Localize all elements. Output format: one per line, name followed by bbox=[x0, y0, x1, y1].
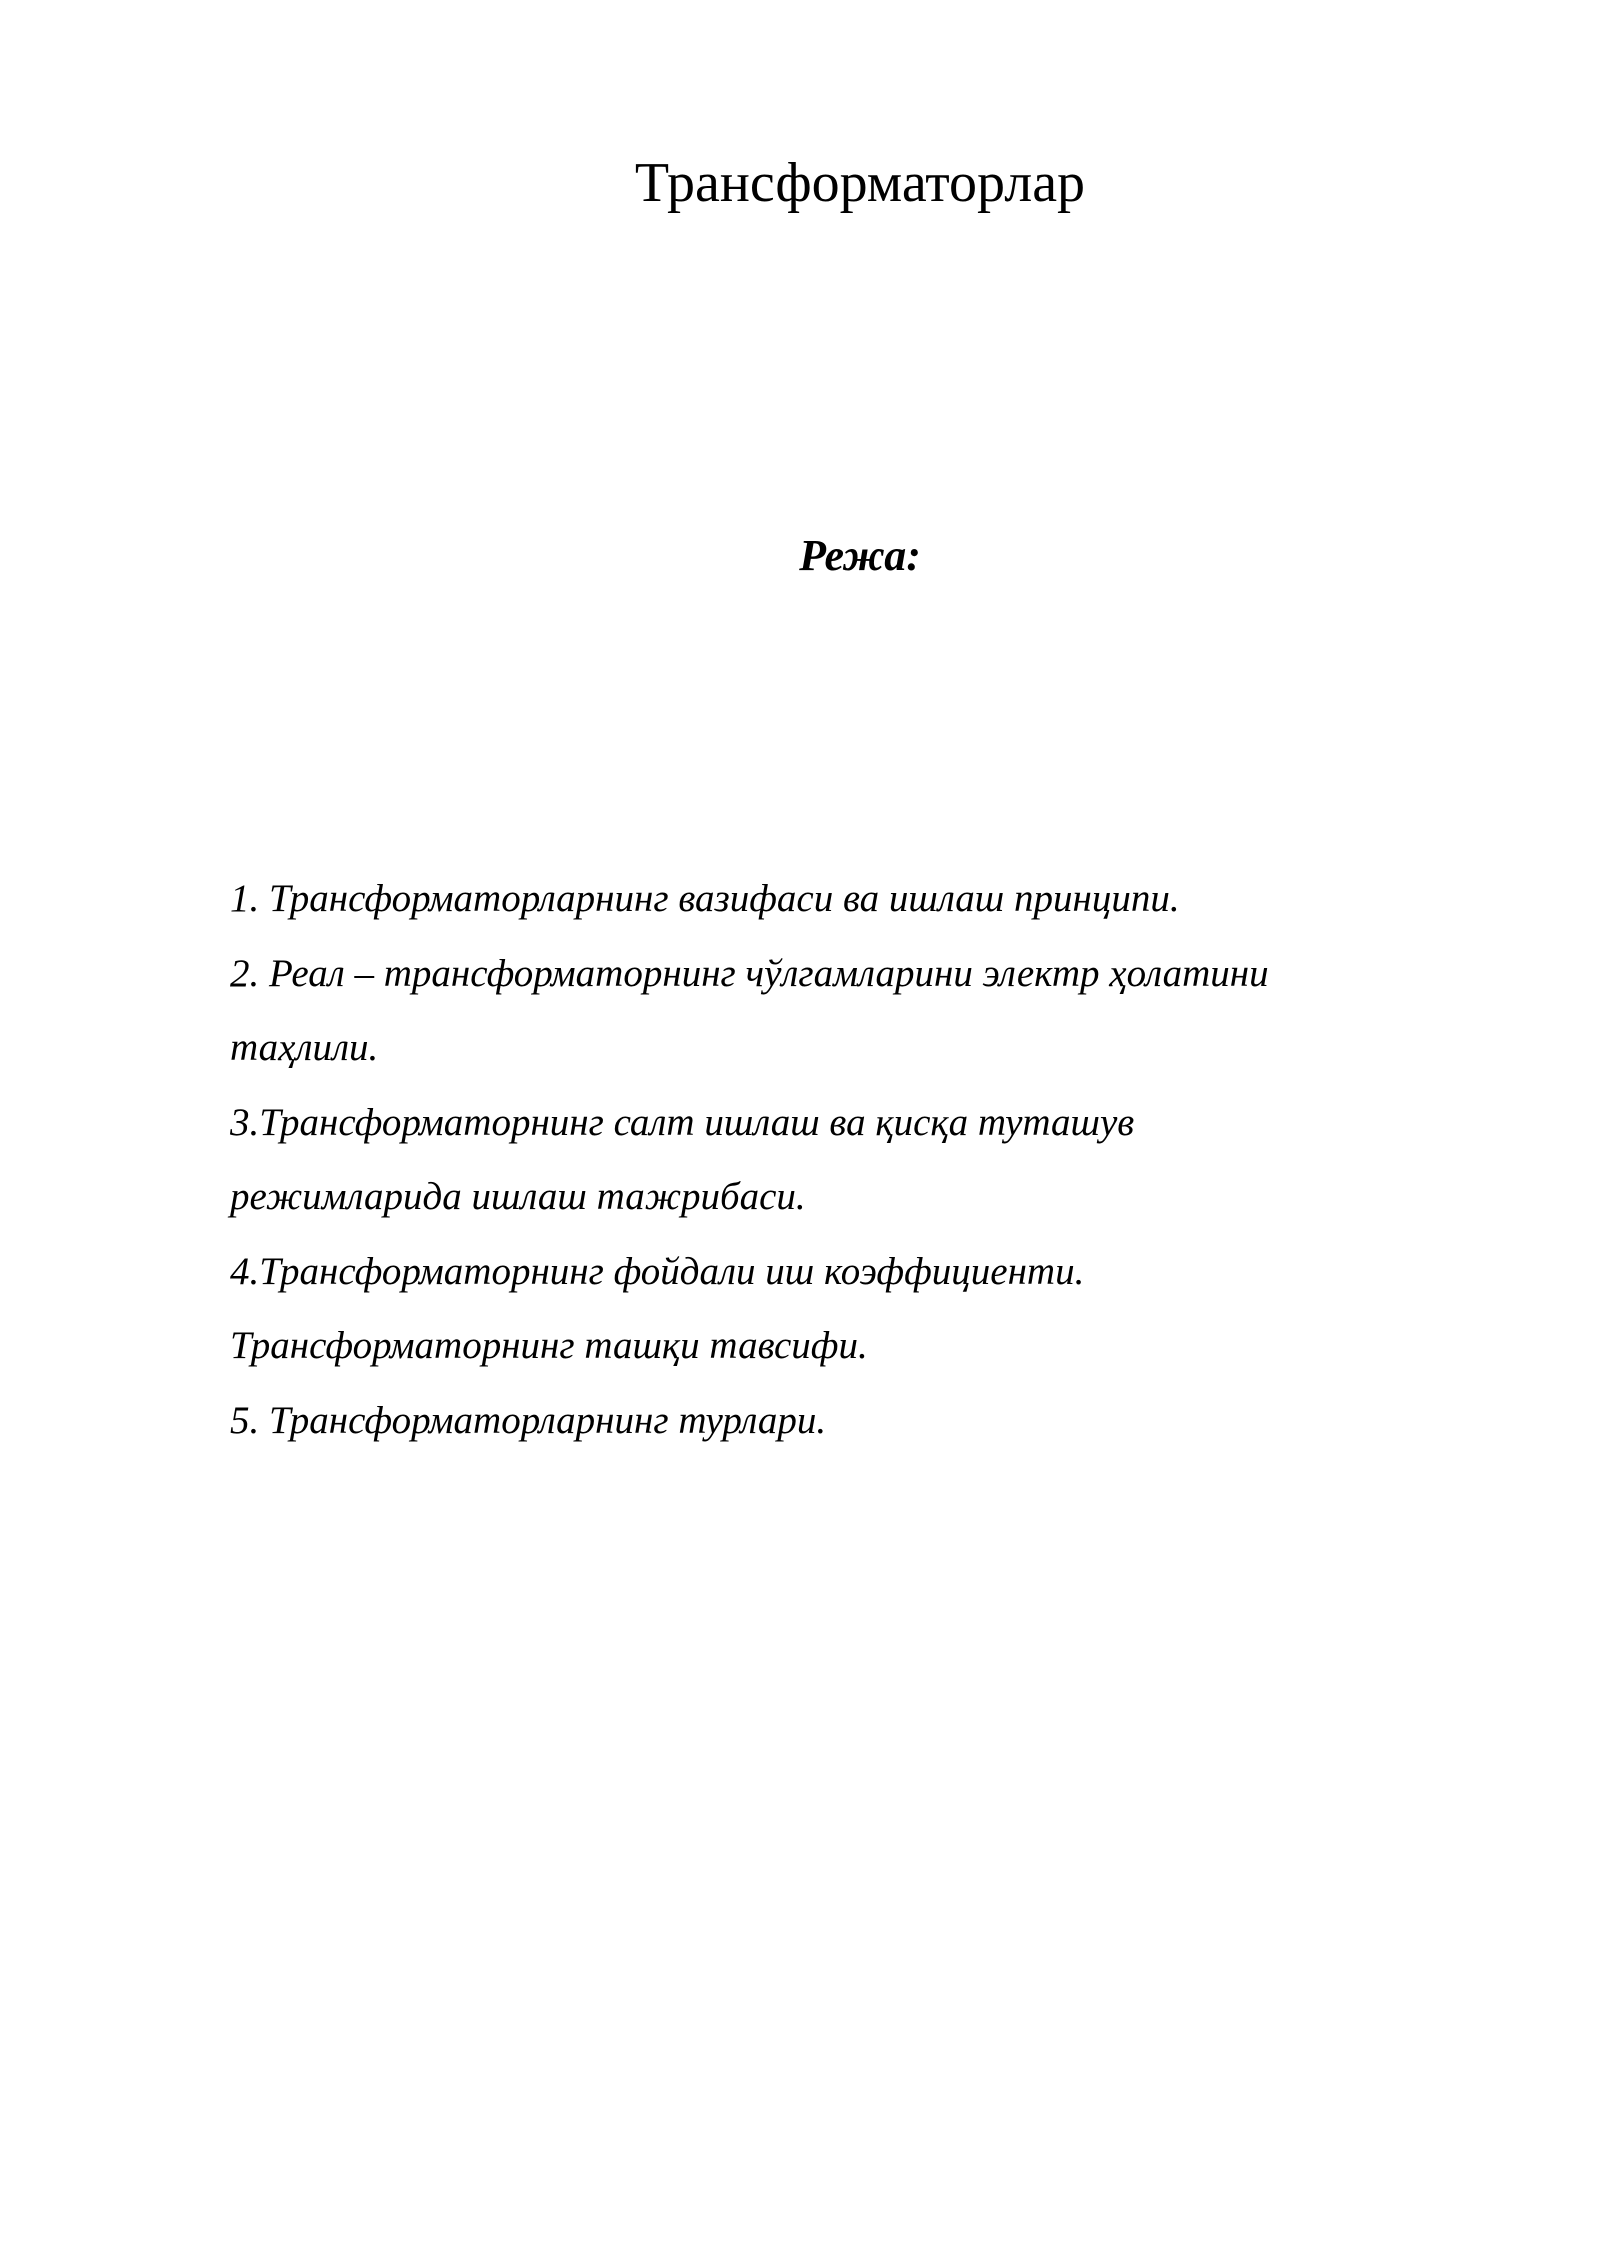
plan-line: 3.Трансформаторнинг салт ишлаш ва қисқа туташув bbox=[230, 1100, 1135, 1144]
document-title: Трансформаторлар bbox=[634, 152, 1086, 214]
plan-line: Трансформаторнинг ташқи тавсифи. bbox=[230, 1324, 868, 1367]
plan-line: режимларида ишлаш тажрибаси. bbox=[230, 1175, 806, 1218]
plan-line: 4.Трансформаторнинг фойдали иш коэффициенти. bbox=[230, 1249, 1085, 1293]
plan-line: 1. Трансформаторларнинг вазифаси ва ишлаш принципи. bbox=[230, 877, 1180, 920]
plan-line: 2. Реал – трансформаторнинг чўлгамларини электр ҳолатини bbox=[230, 951, 1269, 995]
plan-list bbox=[230, 862, 1430, 1458]
plan-heading: Режа: bbox=[799, 531, 921, 580]
plan-line: таҳлили. bbox=[230, 1026, 379, 1069]
plan-line: 5. Трансформаторларнинг турлари. bbox=[230, 1398, 827, 1442]
